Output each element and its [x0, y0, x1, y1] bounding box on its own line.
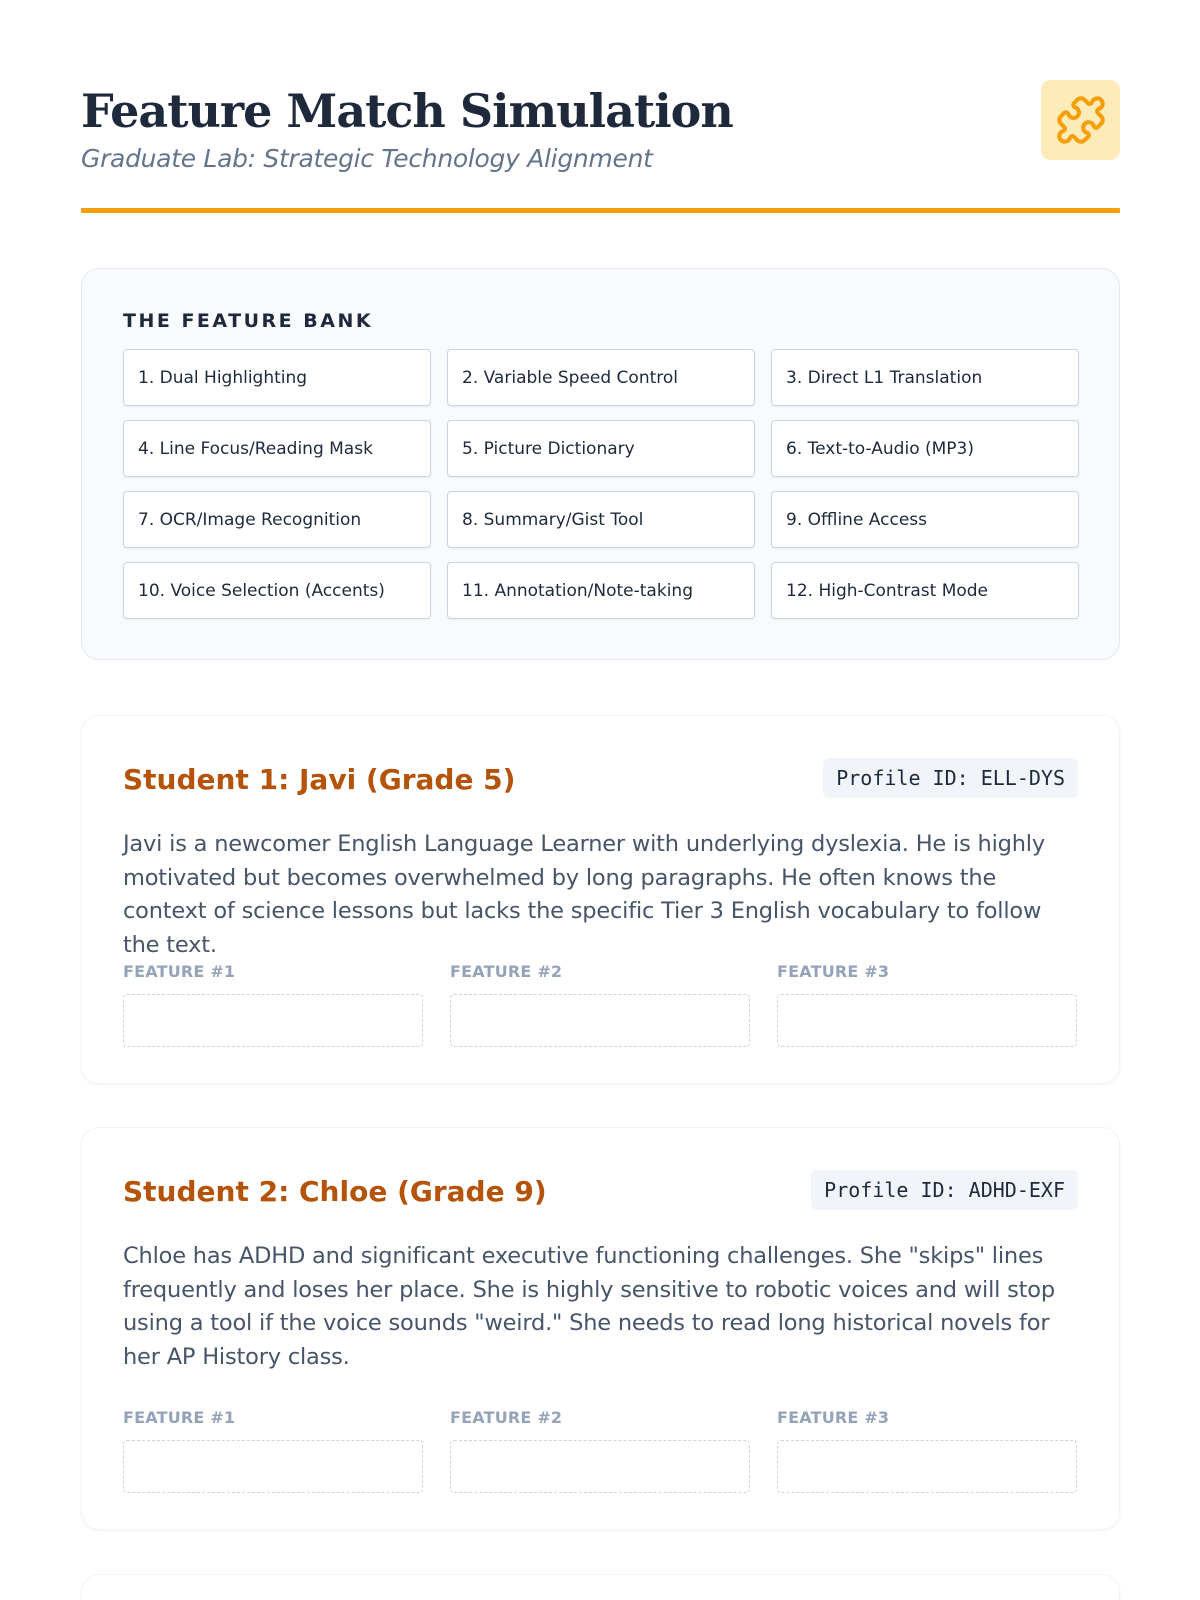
- feature-slot-label: FEATURE #2: [450, 1408, 563, 1427]
- header-divider: [81, 208, 1120, 213]
- student-title: Student 1: Javi (Grade 5): [123, 763, 516, 796]
- feature-chip[interactable]: 2. Variable Speed Control: [447, 349, 755, 406]
- feature-chip[interactable]: 11. Annotation/Note-taking: [447, 562, 755, 619]
- feature-slot: [777, 960, 1077, 1047]
- feature-bank: [81, 268, 1120, 660]
- student-card-partial: [81, 1574, 1120, 1600]
- feature-drop-zone[interactable]: [777, 994, 1077, 1047]
- feature-slot: [450, 960, 750, 1047]
- feature-slots: [123, 1406, 1079, 1493]
- page: [81, 0, 1120, 1600]
- feature-slots: [123, 960, 1079, 1047]
- feature-slot-label: FEATURE #3: [777, 1408, 890, 1427]
- feature-chip[interactable]: 1. Dual Highlighting: [123, 349, 431, 406]
- profile-id-badge: Profile ID: ADHD-EXF: [811, 1170, 1078, 1210]
- student-title: Student 2: Chloe (Grade 9): [123, 1175, 547, 1208]
- page-subtitle: Graduate Lab: Strategic Technology Alignment: [81, 144, 653, 173]
- feature-chip[interactable]: 8. Summary/Gist Tool: [447, 491, 755, 548]
- feature-drop-zone[interactable]: [123, 1440, 423, 1493]
- feature-chip[interactable]: 10. Voice Selection (Accents): [123, 562, 431, 619]
- profile-id-badge: Profile ID: ELL-DYS: [823, 758, 1078, 798]
- feature-slot: [123, 1406, 423, 1493]
- student-card: [81, 1127, 1120, 1530]
- feature-chip[interactable]: 3. Direct L1 Translation: [771, 349, 1079, 406]
- puzzle-icon: [1055, 94, 1107, 146]
- feature-chip[interactable]: 12. High-Contrast Mode: [771, 562, 1079, 619]
- feature-chip[interactable]: 6. Text-to-Audio (MP3): [771, 420, 1079, 477]
- feature-slot: [123, 960, 423, 1047]
- feature-chip[interactable]: 4. Line Focus/Reading Mask: [123, 420, 431, 477]
- student-description: Javi is a newcomer English Language Learner with underlying dyslexia. He is highly motivated but becomes overwhelmed by long paragraphs. He often knows the context of science lessons but lacks the specific Tier 3 English vocabulary to follow the text.: [123, 831, 1045, 958]
- feature-slot-label: FEATURE #3: [777, 962, 890, 981]
- student-card: [81, 715, 1120, 1084]
- page-title: Feature Match Simulation: [81, 84, 733, 138]
- feature-slot-label: FEATURE #2: [450, 962, 563, 981]
- feature-chip[interactable]: 5. Picture Dictionary: [447, 420, 755, 477]
- feature-bank-heading: THE FEATURE BANK: [123, 310, 374, 332]
- feature-chip[interactable]: 7. OCR/Image Recognition: [123, 491, 431, 548]
- feature-slot: [777, 1406, 1077, 1493]
- feature-slot-label: FEATURE #1: [123, 962, 236, 981]
- page-header: [81, 80, 1120, 212]
- feature-chip[interactable]: 9. Offline Access: [771, 491, 1079, 548]
- feature-slot: [450, 1406, 750, 1493]
- feature-drop-zone[interactable]: [450, 994, 750, 1047]
- student-description: Chloe has ADHD and significant executive functioning challenges. She "skips" lines frequently and loses her place. She is highly sensitive to robotic voices and will stop using a tool if the voice sounds "weird." She needs to read long historical novels for her AP History class.: [123, 1243, 1055, 1370]
- feature-bank-grid: [123, 349, 1080, 619]
- feature-drop-zone[interactable]: [123, 994, 423, 1047]
- logo-badge: [1041, 80, 1120, 160]
- feature-slot-label: FEATURE #1: [123, 1408, 236, 1427]
- feature-drop-zone[interactable]: [450, 1440, 750, 1493]
- feature-drop-zone[interactable]: [777, 1440, 1077, 1493]
